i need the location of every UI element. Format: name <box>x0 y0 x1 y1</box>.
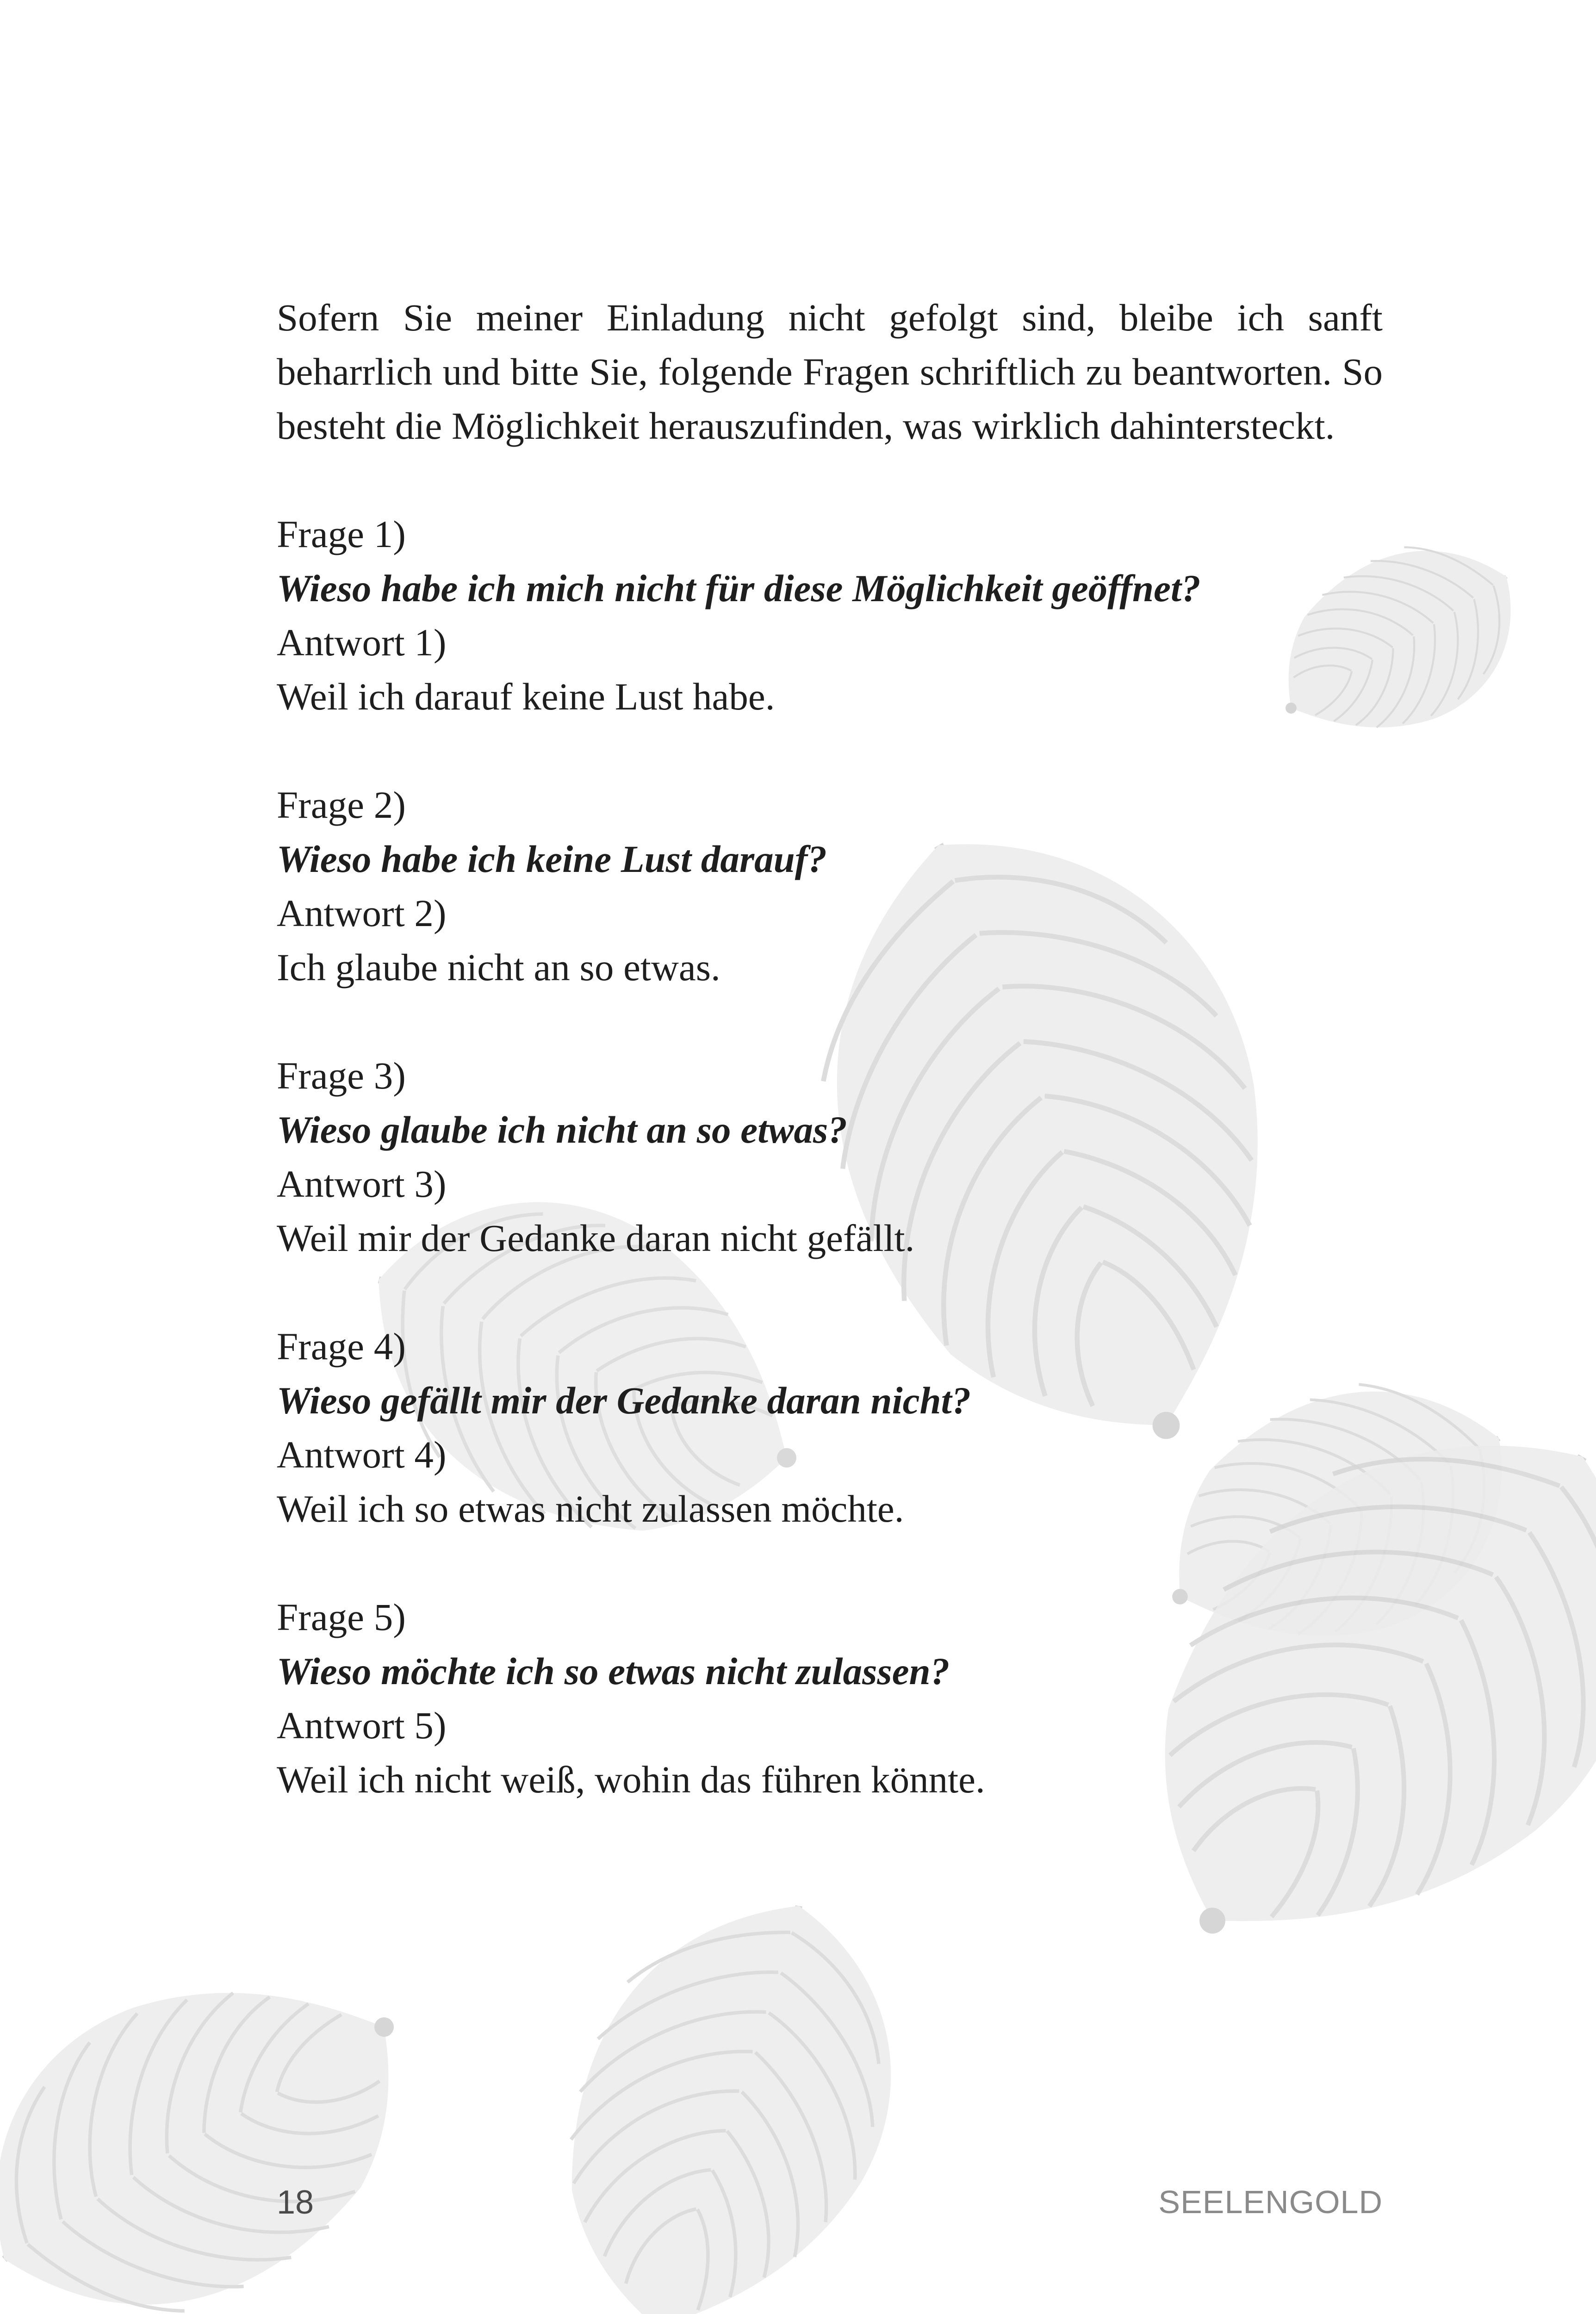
question-label: Frage 5) <box>277 1596 406 1638</box>
page-number: 18 <box>277 2184 314 2221</box>
answer-label: Antwort 1) <box>277 621 447 664</box>
intro-paragraph: Sofern Sie meiner Einladung nicht gefolgt sind, bleibe ich sanft beharrlich und bitte Sie, folgende Fragen schriftlich zu beantworten. So besteht die Möglichkeit herauszufinden, was wirklich dahintersteckt. <box>277 296 1383 447</box>
answer-text: Ich glaube nicht an so etwas. <box>277 946 720 989</box>
answer-label: Antwort 5) <box>277 1704 447 1747</box>
question-label: Frage 1) <box>277 513 406 555</box>
answer-text: Weil ich so etwas nicht zulassen möchte. <box>277 1487 904 1530</box>
question-text: Wieso habe ich keine Lust darauf? <box>277 838 827 880</box>
answer-text: Weil ich nicht weiß, wohin das führen könnte. <box>277 1758 985 1801</box>
question-text: Wieso möchte ich so etwas nicht zulassen? <box>277 1650 950 1692</box>
answer-text: Weil ich darauf keine Lust habe. <box>277 675 775 718</box>
question-label: Frage 3) <box>277 1054 406 1097</box>
answer-text: Weil mir der Gedanke daran nicht gefällt. <box>277 1217 915 1259</box>
question-label: Frage 4) <box>277 1325 406 1368</box>
qa-block-4 <box>277 1319 1383 1536</box>
qa-block-5 <box>277 1590 1383 1807</box>
qa-block-2 <box>277 778 1383 995</box>
main-text <box>277 291 1383 1861</box>
question-label: Frage 2) <box>277 784 406 826</box>
answer-label: Antwort 3) <box>277 1163 447 1205</box>
qa-block-1 <box>277 507 1383 724</box>
book-title: SEELENGOLD <box>1158 2184 1383 2220</box>
qa-block-3 <box>277 1049 1383 1265</box>
answer-label: Antwort 2) <box>277 892 447 934</box>
question-text: Wieso gefällt mir der Gedanke daran nicht? <box>277 1379 971 1422</box>
answer-label: Antwort 4) <box>277 1433 447 1476</box>
question-text: Wieso glaube ich nicht an so etwas? <box>277 1108 847 1151</box>
question-text: Wieso habe ich mich nicht für diese Möglichkeit geöffnet? <box>277 567 1201 610</box>
